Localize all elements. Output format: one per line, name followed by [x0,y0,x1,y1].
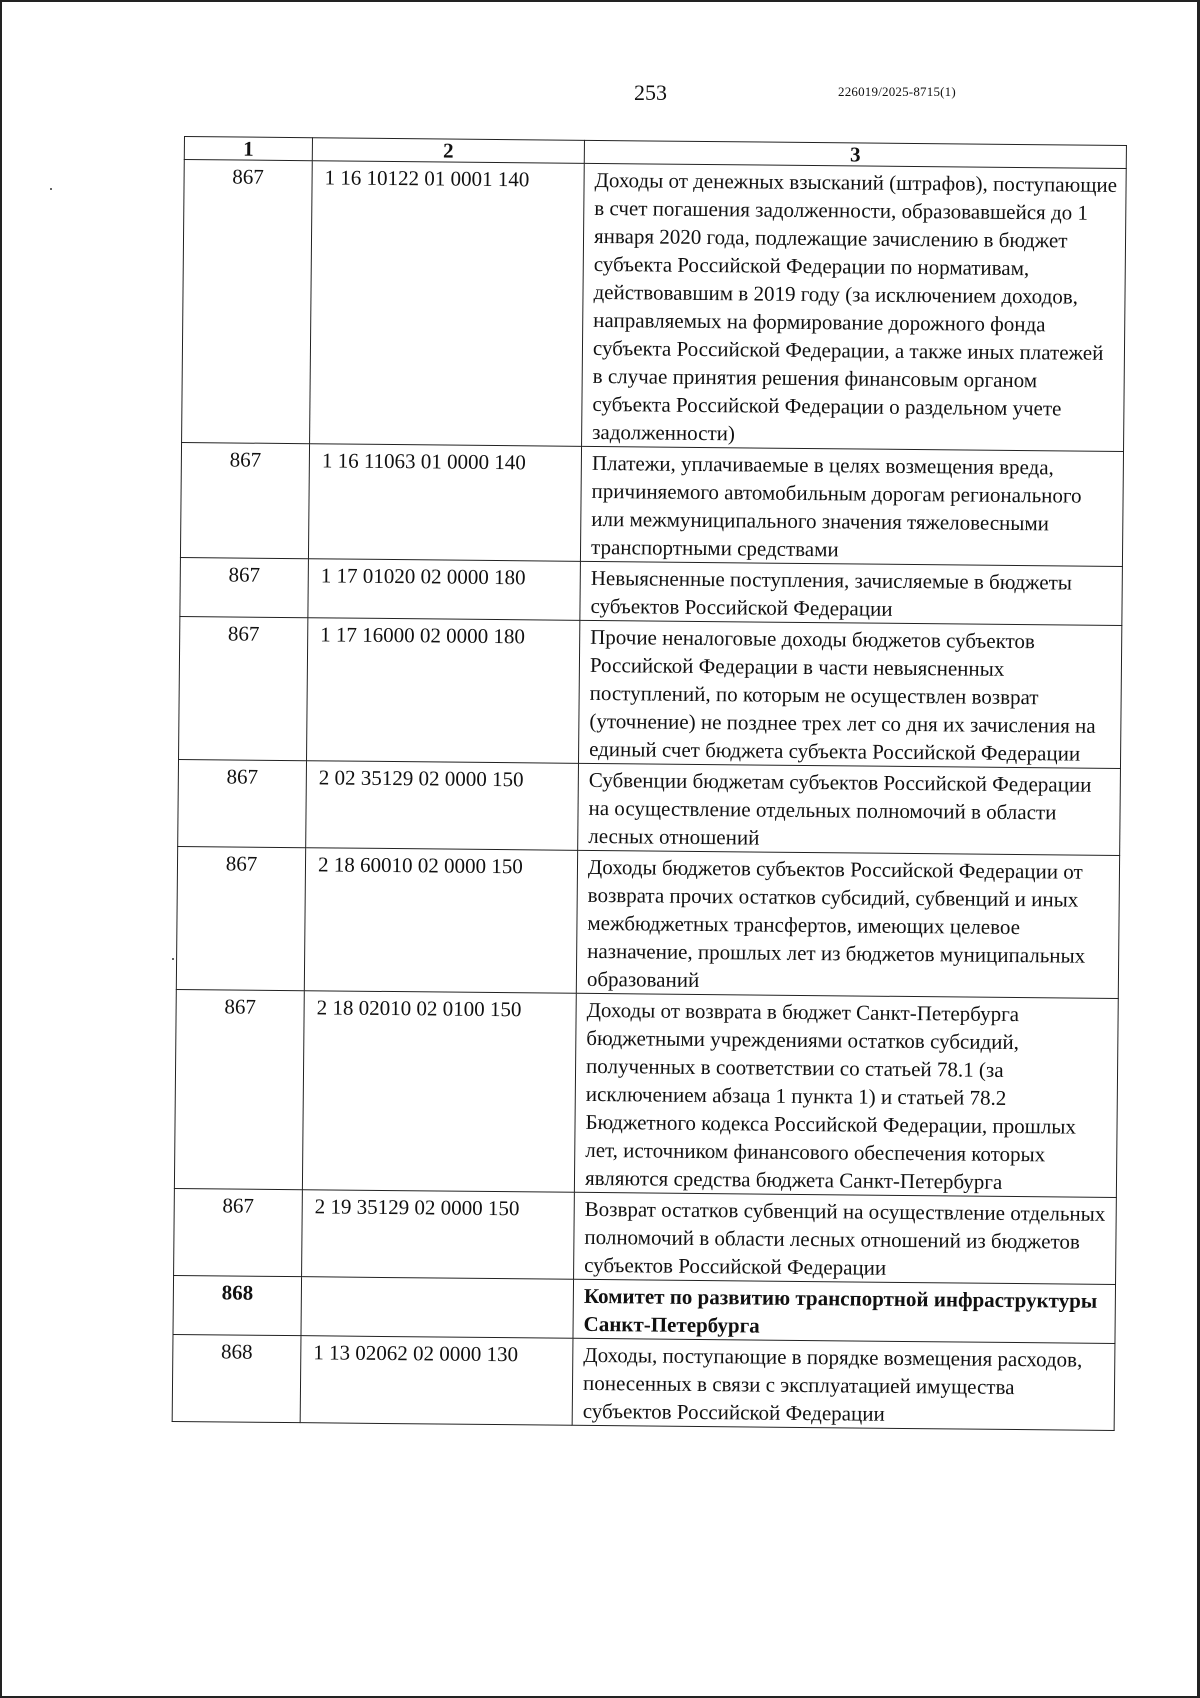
scan-speck [172,958,174,960]
revenue-code-cell: 1 16 11063 01 0000 140 [308,444,581,562]
revenue-code-cell [301,1277,574,1339]
revenue-name-cell: Субвенции бюджетам субъектов Российской Федерации на осуществление отдельных полномочий в области лесных отношений [578,763,1121,855]
admin-code-cell: 867 [174,1188,303,1276]
admin-code-cell: 867 [182,160,313,444]
table-row-committee-heading [173,1275,1116,1343]
table-row [182,160,1127,452]
revenue-code-cell: 1 16 10122 01 0001 140 [310,161,585,447]
table-row [179,616,1122,768]
table-row [174,989,1118,1197]
revenue-codes-table-container [172,136,1126,1431]
admin-code-cell: 867 [180,442,309,558]
revenue-name-cell: Доходы, поступающие в порядке возмещения расходов, понесенных в связи с эксплуатацией имущества субъектов Российской Федерации [572,1338,1115,1430]
table-row [178,759,1121,855]
admin-code-cell: 867 [179,616,308,760]
scan-speck [50,188,52,190]
table-row [180,442,1123,566]
column-header: 2 [312,138,584,164]
revenue-name-cell: Доходы от возврата в бюджет Санкт-Петербурга бюджетными учреждениями остатков субсидий, полученных в соответствии со статьей 78.1 (за исключением абзаца 1 пункта 1) и статьей 78.2 Бюджетного кодекса Российской Федерации, прошлых лет, источником финансового обеспечения которых являются средства бюджета Санкт-Петербурга [574,993,1118,1197]
revenue-code-cell: 2 18 60010 02 0000 150 [304,848,577,994]
revenue-name-cell: Возврат остатков субвенций на осуществление отдельных полномочий в области лесных отношений из бюджетов субъектов Российской Федерации [574,1192,1117,1284]
scan-border-top [0,0,1200,2]
admin-code-cell: 868 [173,1275,302,1335]
admin-code-cell: 867 [180,557,309,617]
page-number: 253 [634,80,667,105]
column-header: 3 [584,140,1126,168]
table-row [176,846,1119,998]
admin-code-cell: 868 [172,1334,301,1422]
revenue-codes-table [172,136,1127,1431]
table-row [180,557,1123,625]
scan-border-left [0,0,2,1698]
committee-name-cell: Комитет по развитию транспортной инфраструктуры Санкт-Петербурга [573,1279,1116,1343]
revenue-name-cell: Невыясненные поступления, зачисляемые в бюджеты субъектов Российской Федерации [580,561,1123,625]
revenue-code-cell: 2 18 02010 02 0100 150 [302,991,576,1193]
revenue-code-cell: 1 13 02062 02 0000 130 [300,1336,573,1426]
column-header: 1 [184,137,312,161]
document-id: 226019/2025-8715(1) [838,84,956,99]
revenue-name-cell: Доходы бюджетов субъектов Российской Федерации от возврата прочих остатков субсидий, субвенций и иных межбюджетных трансфертов, имеющих целевое назначение, прошлых лет из бюджетов муниципальных образований [576,850,1119,998]
revenue-name-cell: Платежи, уплачиваемые в целях возмещения вреда, причиняемого автомобильным дорогам регионального или межмуниципального значения тяжеловесными транспортными средствами [580,446,1123,566]
table-row [174,1188,1117,1284]
table-row [172,1334,1115,1430]
revenue-name-cell: Доходы от денежных взысканий (штрафов), поступающие в счет погашения задолженности, образовавшейся до 1 января 2020 года, подлежащие зачислению в бюджет субъекта Российской Федерации по нормативам, действовавшим в 2019 году (за исключением доходов, направляемых на формирование дорожного фонда субъекта Российской Федерации, а также иных платежей в случае принятия решения финансовым органом субъекта Российской Федерации о раздельном учете задолженности) [582,163,1127,451]
revenue-code-cell: 1 17 16000 02 0000 180 [307,618,580,764]
revenue-code-cell: 2 02 35129 02 0000 150 [306,761,579,851]
revenue-name-cell: Прочие неналоговые доходы бюджетов субъектов Российской Федерации в части невыясненных поступлений, по которым не осуществлен возврат (уточнение) не позднее трех лет со дня их зачисления на единый счет бюджета субъекта Российской Федерации [578,620,1121,768]
admin-code-cell: 867 [178,759,307,847]
revenue-code-cell: 2 19 35129 02 0000 150 [302,1190,575,1280]
admin-code-cell: 867 [174,989,304,1189]
revenue-code-cell: 1 17 01020 02 0000 180 [308,559,581,621]
admin-code-cell: 867 [176,846,305,990]
